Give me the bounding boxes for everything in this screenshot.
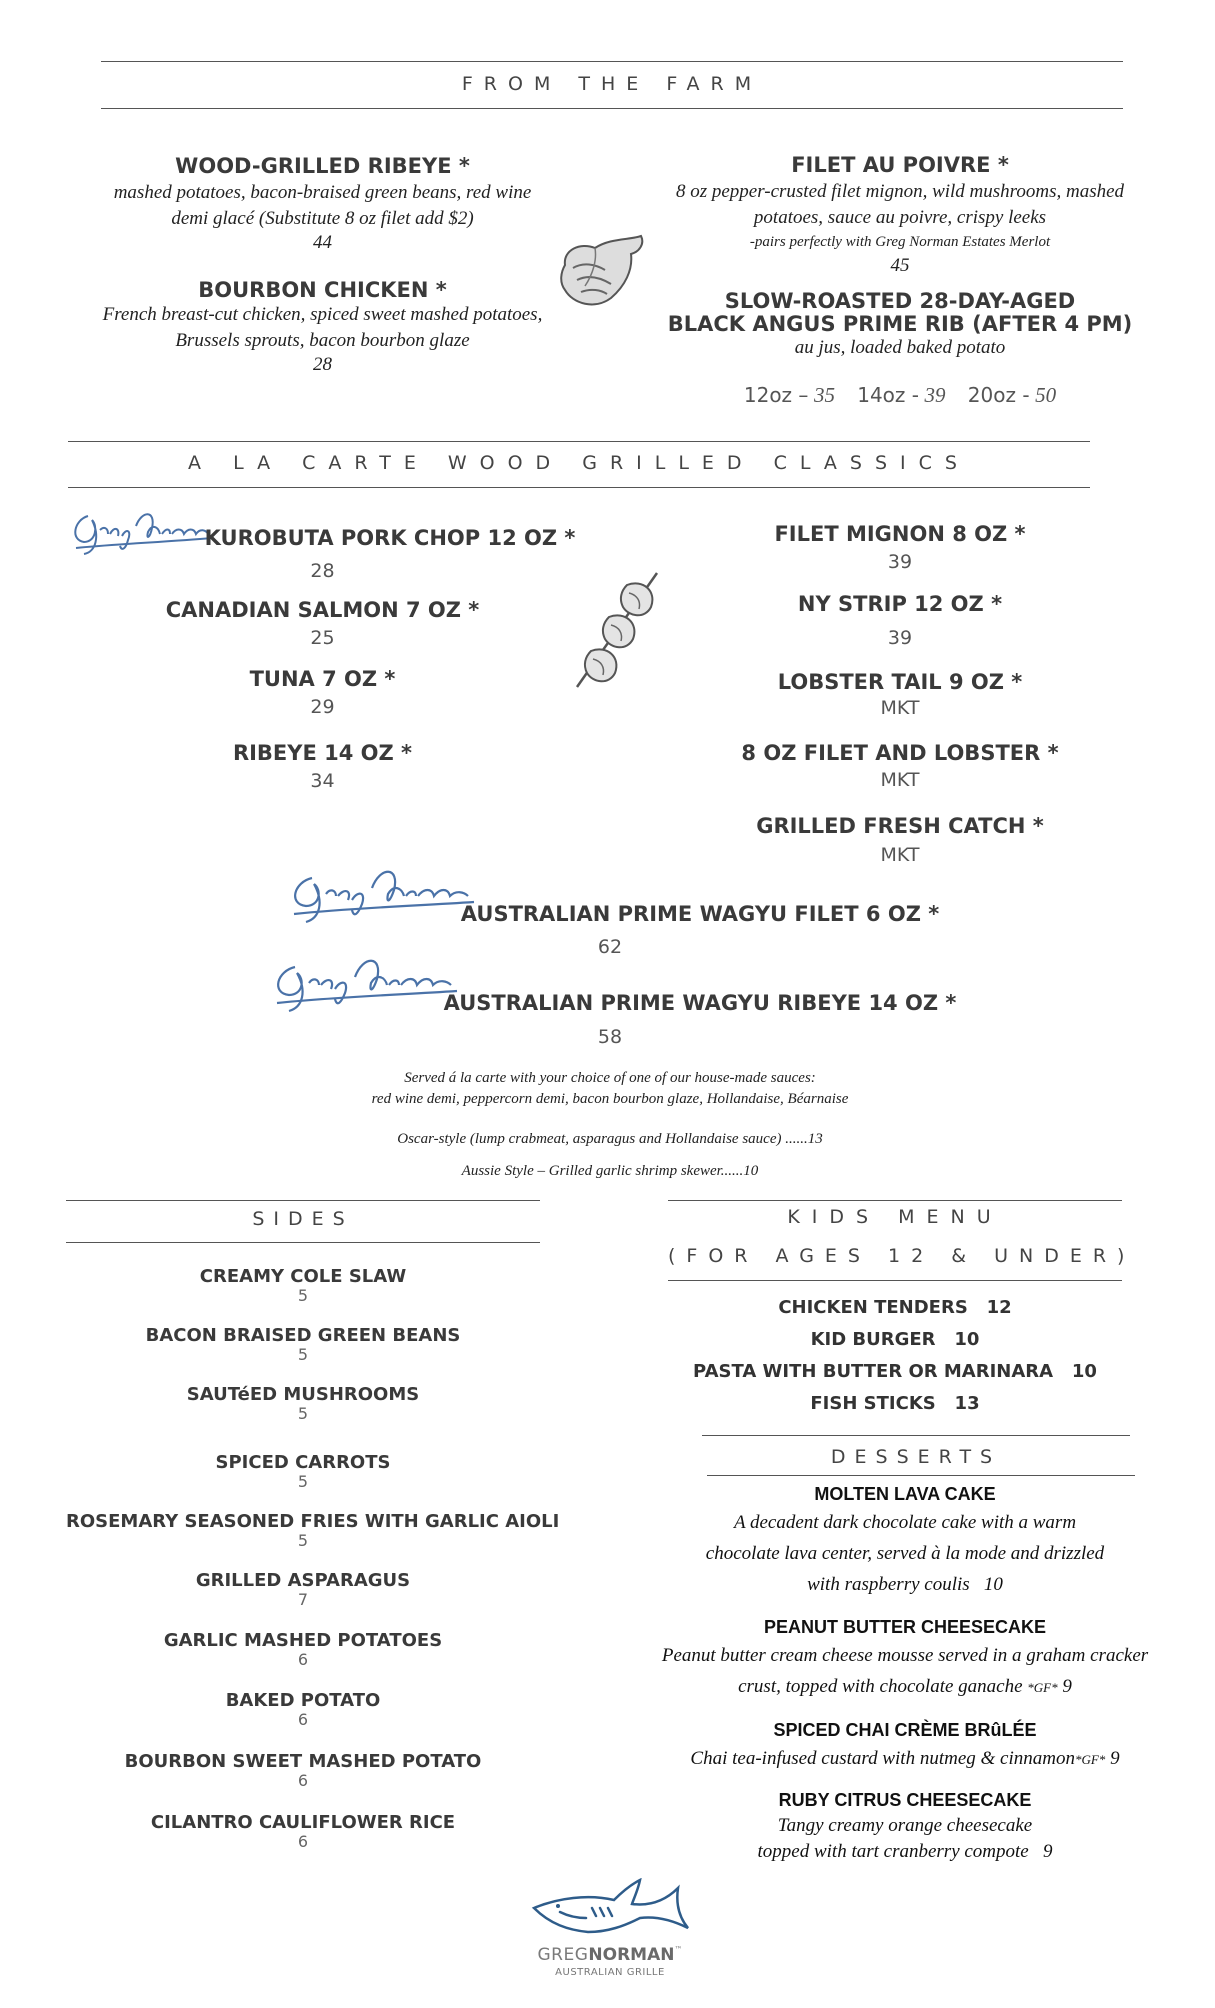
classic-left-0-price: 28 [310, 560, 335, 582]
ribeye-item [90, 154, 555, 254]
lava-cake [650, 1484, 1160, 1600]
chicken-desc: French breast-cut chicken, spiced sweet mashed potatoes, Brussels sprouts, bacon bourbon glaze [102, 304, 543, 351]
side-item-title: CILANTRO CAULIFLOWER RICE [150, 1812, 456, 1833]
oscar-style: Oscar-style (lump crabmeat, asparagus and Hollandaise sauce) ......13 [397, 1131, 823, 1147]
classic-left-2-title: TUNA 7 OZ * [249, 667, 396, 691]
lava-cake-price: 10 [983, 1574, 1003, 1595]
wagyu-filet [460, 902, 940, 926]
kids-item-title: KID BURGER [810, 1329, 936, 1350]
logo-greg: GREG [537, 1945, 589, 1965]
side-item-title: GARLIC MASHED POTATOES [163, 1630, 443, 1651]
side-item-title: SAUTéED MUSHROOMS [186, 1384, 420, 1405]
classic-left-3-title: RIBEYE 14 OZ * [232, 741, 413, 765]
kids-item-price: 10 [1071, 1361, 1097, 1382]
farm-heading: FROM THE FARM [461, 73, 763, 95]
wagyu-filet-price-wrap [500, 936, 720, 958]
logo-norman: NORMAN [588, 1945, 675, 1965]
classic-right-1 [660, 592, 1140, 649]
classic-left-2 [90, 667, 555, 718]
side-item [66, 1511, 560, 1550]
classic-left-3 [90, 741, 555, 792]
chai-brulee-desc [640, 1743, 1170, 1775]
chicken-item [90, 278, 555, 376]
side-item [66, 1384, 540, 1423]
classic-right-2 [660, 670, 1140, 719]
classic-right-3-price: MKT [880, 769, 920, 791]
side-item-price: 6 [297, 1832, 309, 1851]
classic-right-1-price: 39 [887, 627, 913, 649]
classic-right-2-price: MKT [880, 697, 920, 719]
pb-cheesecake-title: PEANUT BUTTER CHEESECAKE [763, 1617, 1047, 1637]
classic-right-4-title: GRILLED FRESH CATCH * [756, 814, 1044, 838]
size-12: 12oz – [743, 383, 809, 407]
ruby-cheesecake-price: 9 [1043, 1841, 1053, 1862]
kids-item-gap [936, 1329, 955, 1350]
farm-rule-bottom [101, 108, 1123, 109]
chai-brulee [640, 1720, 1170, 1775]
filet-poivre-desc: 8 oz pepper-crusted filet mignon, wild mushrooms, mashed potatoes, sauce au poivre, crispy leeks [675, 181, 1125, 228]
classic-left-1 [90, 598, 555, 649]
pb-cheesecake-desc-text: Peanut butter cream cheese mousse served in a graham cracker crust, topped with chocolate ganache [661, 1645, 1149, 1697]
sides-rule-top [66, 1200, 540, 1201]
wagyu-ribeye-title: AUSTRALIAN PRIME WAGYU RIBEYE 14 OZ * [443, 991, 957, 1015]
wagyu-ribeye-price: 58 [597, 1026, 623, 1048]
side-item [66, 1325, 540, 1364]
kids-item-gap [968, 1297, 987, 1318]
side-item-title: BOURBON SWEET MASHED POTATO [124, 1751, 482, 1772]
desserts-rule-top [702, 1435, 1130, 1436]
chai-brulee-price: 9 [1110, 1748, 1120, 1769]
sauces-line-2: red wine demi, peppercorn demi, bacon bourbon glaze, Hollandaise, Béarnaise [371, 1091, 849, 1107]
kids-item-gap [936, 1393, 955, 1414]
ruby-cheesecake-desc-2 [650, 1839, 1160, 1865]
shark-logo-icon [528, 1878, 694, 1942]
chai-brulee-desc-text: Chai tea-infused custard with nutmeg & cinnamon [690, 1748, 1075, 1769]
side-item-price: 5 [297, 1404, 309, 1423]
classic-right-3-title: 8 OZ FILET AND LOBSTER * [741, 741, 1059, 765]
kids-item [668, 1361, 1122, 1382]
lava-cake-title: MOLTEN LAVA CAKE [814, 1484, 996, 1504]
kids-item-price: 12 [986, 1297, 1012, 1318]
sauces-line-1: Served á la carte with your choice of one of our house-made sauces: [404, 1070, 816, 1086]
ribeye-title: WOOD-GRILLED RIBEYE * [175, 154, 470, 178]
ribeye-price: 44 [313, 232, 332, 253]
classic-right-1-title: NY STRIP 12 OZ * [797, 592, 1003, 616]
pb-cheesecake-desc [650, 1640, 1160, 1703]
filet-poivre-note: -pairs perfectly with Greg Norman Estates Merlot [749, 234, 1051, 250]
classic-left-1-title: CANADIAN SALMON 7 OZ * [165, 598, 480, 622]
wagyu-filet-price: 62 [597, 936, 623, 958]
side-item-price: 5 [297, 1345, 309, 1364]
kids-rule-bottom [668, 1280, 1122, 1281]
desserts-rule-bottom [707, 1475, 1135, 1476]
pb-cheesecake-gf: *GF* [1027, 1680, 1058, 1695]
kids-item [668, 1297, 1122, 1318]
side-item-title: CREAMY COLE SLAW [199, 1266, 407, 1287]
wagyu-ribeye [440, 991, 960, 1015]
prime-rib-desc: au jus, loaded baked potato [794, 337, 1006, 358]
side-item-price: 5 [297, 1531, 309, 1550]
size-20-price: 50 [1035, 383, 1057, 407]
side-item-price: 6 [297, 1771, 309, 1790]
classics-rule-bottom [68, 487, 1090, 488]
side-item [66, 1266, 540, 1305]
side-item-title: BACON BRAISED GREEN BEANS [145, 1325, 461, 1346]
classic-left-1-price: 25 [310, 627, 335, 649]
classic-left-0 [200, 526, 580, 550]
steak-icon [555, 230, 647, 312]
lava-cake-desc [695, 1507, 1115, 1600]
shark-eye [556, 1904, 560, 1908]
prime-rib-title-1: SLOW-ROASTED 28-DAY-AGED [724, 289, 1076, 313]
wagyu-ribeye-price-wrap [500, 1026, 720, 1048]
classic-right-2-title: LOBSTER TAIL 9 OZ * [777, 670, 1023, 694]
sides-rule-bottom [66, 1242, 540, 1243]
kids-item-title: FISH STICKS [810, 1393, 936, 1414]
prime-rib-sizes [660, 383, 1140, 408]
side-item [66, 1570, 540, 1609]
side-item-title: BAKED POTATO [225, 1690, 381, 1711]
kids-item-title: CHICKEN TENDERS [778, 1297, 968, 1318]
side-item-price: 5 [297, 1472, 309, 1491]
pb-cheesecake-price: 9 [1062, 1676, 1072, 1697]
classic-right-0 [660, 522, 1140, 573]
classic-left-0-title: KUROBUTA PORK CHOP 12 OZ * [204, 526, 576, 550]
logo-tm: ™ [674, 1945, 683, 1954]
kids-item-title: PASTA WITH BUTTER OR MARINARA [693, 1361, 1054, 1382]
signature-icon [66, 496, 216, 562]
ribeye-desc: mashed potatoes, bacon-braised green beans, red wine demi glacé (Substitute 8 oz filet add $2) [113, 182, 532, 229]
classic-right-4 [660, 814, 1140, 866]
kids-item-gap [1053, 1361, 1072, 1382]
side-item [66, 1452, 540, 1491]
wagyu-filet-title: AUSTRALIAN PRIME WAGYU FILET 6 OZ * [460, 902, 940, 926]
kids-item-price: 13 [954, 1393, 980, 1414]
classic-left-0-price-wrap [90, 560, 555, 582]
kids-rule-top [668, 1200, 1122, 1201]
ruby-cheesecake-desc-2-text: topped with tart cranberry compote [757, 1841, 1029, 1862]
kids-item [668, 1329, 1122, 1350]
farm-rule-top [101, 61, 1123, 62]
side-item [66, 1812, 540, 1851]
side-item [66, 1690, 540, 1729]
pb-cheesecake [650, 1617, 1160, 1703]
filet-poivre-item [660, 153, 1140, 279]
classic-right-3 [660, 741, 1140, 791]
ruby-cheesecake-desc-1: Tangy creamy orange cheesecake [777, 1815, 1033, 1836]
signature-icon [282, 856, 478, 926]
shrimp-skewer-icon [565, 565, 665, 695]
side-item-title: ROSEMARY SEASONED FRIES WITH GARLIC AIOLI [66, 1511, 560, 1532]
side-item-price: 5 [297, 1286, 309, 1305]
size-20: 20oz - [967, 383, 1030, 407]
logo-subtitle: AUSTRALIAN GRILLE [555, 1967, 665, 1978]
logo-wordmark [500, 1945, 720, 1965]
kids-item [668, 1393, 1122, 1414]
classic-right-4-price: MKT [880, 844, 920, 866]
classic-left-3-price: 34 [310, 770, 335, 792]
side-item-title: SPICED CARROTS [215, 1452, 391, 1473]
side-item [66, 1630, 540, 1669]
chicken-title: BOURBON CHICKEN * [198, 278, 447, 302]
kids-item-price: 10 [954, 1329, 980, 1350]
filet-poivre-title: FILET AU POIVRE * [791, 153, 1009, 177]
sides-heading: SIDES [252, 1208, 354, 1230]
prime-rib-item [660, 289, 1140, 361]
kids-heading: KIDS MENU [787, 1206, 1003, 1228]
chai-brulee-gf: *GF* [1074, 1752, 1106, 1767]
prime-rib-title-2: BLACK ANGUS PRIME RIB (AFTER 4 PM) [667, 312, 1133, 336]
filet-poivre-price: 45 [890, 255, 910, 276]
size-14-price: 39 [924, 383, 946, 407]
classics-heading: A LA CARTE WOOD GRILLED CLASSICS [188, 452, 970, 474]
ruby-cheesecake-title: RUBY CITRUS CHEESECAKE [778, 1790, 1032, 1810]
side-item-title: GRILLED ASPARAGUS [195, 1570, 411, 1591]
classic-right-0-title: FILET MIGNON 8 OZ * [774, 522, 1026, 546]
signature-icon [265, 945, 461, 1015]
kids-subheading: (FOR AGES 12 & UNDER) [668, 1245, 1136, 1267]
side-item-price: 6 [297, 1710, 309, 1729]
ruby-cheesecake [650, 1790, 1160, 1865]
chai-brulee-title: SPICED CHAI CRÈME BRûLÉE [773, 1720, 1037, 1740]
side-item-price: 7 [297, 1590, 309, 1609]
side-item-price: 6 [297, 1650, 309, 1669]
aussie-style: Aussie Style – Grilled garlic shrimp skewer......10 [461, 1163, 759, 1179]
classic-right-0-price: 39 [887, 551, 913, 573]
chicken-price: 28 [313, 354, 332, 375]
classic-left-2-price: 29 [310, 696, 335, 718]
classics-rule-top [68, 441, 1090, 442]
size-12-price: 35 [813, 383, 835, 407]
lava-cake-desc-text: A decadent dark chocolate cake with a warm chocolate lava center, served à la mode and drizzled with raspberry coulis [705, 1512, 1105, 1595]
desserts-heading: DESSERTS [830, 1446, 1002, 1468]
size-14: 14oz - [857, 383, 919, 407]
side-item [66, 1751, 540, 1790]
